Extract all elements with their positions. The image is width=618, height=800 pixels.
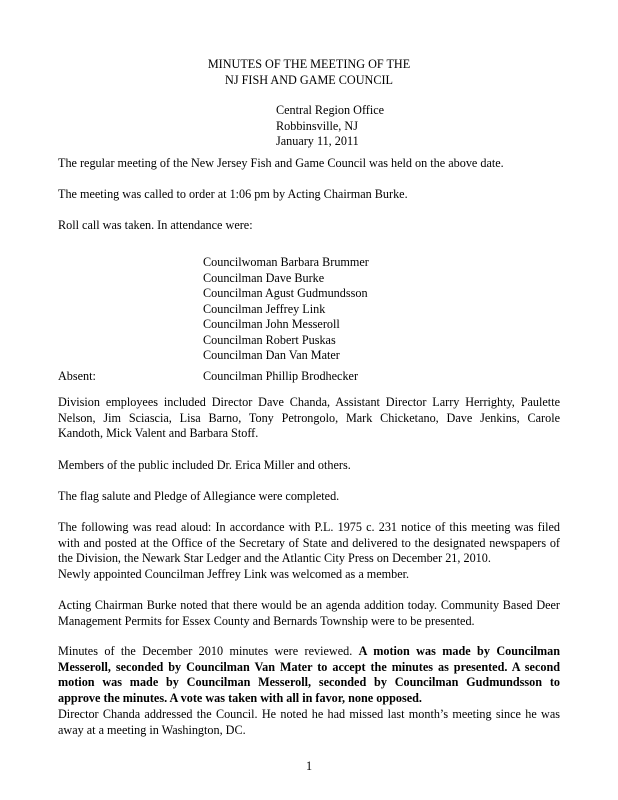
meeting-date: January 11, 2011 bbox=[276, 134, 359, 148]
attendee: Councilman John Messeroll bbox=[203, 317, 340, 331]
attendee: Councilwoman Barbara Brummer bbox=[203, 255, 369, 269]
paragraph-line: Acting Chairman Burke noted that there would be an agenda addition today. Community Based Deer bbox=[58, 598, 560, 612]
meeting-location: Central Region Office bbox=[276, 103, 385, 117]
absent-label: Absent: bbox=[58, 369, 96, 383]
attendee: Councilman Dan Van Mater bbox=[203, 348, 340, 362]
minutes-review-paragraph bbox=[58, 644, 560, 706]
agenda-paragraph bbox=[58, 598, 560, 629]
attendee: Councilman Robert Puskas bbox=[203, 332, 336, 347]
meeting-city: Robbinsville, NJ bbox=[276, 118, 358, 133]
paragraph-line bbox=[58, 644, 560, 660]
division-employees-paragraph bbox=[58, 395, 560, 442]
minutes-intro-text: Minutes of the December 2010 minutes were reviewed. bbox=[58, 644, 359, 658]
welcome-paragraph: Newly appointed Councilman Jeffrey Link was welcomed as a member. bbox=[58, 567, 410, 581]
paragraph-line bbox=[58, 675, 560, 691]
paragraph-line: with and posted at the Office of the Secretary of State and delivered to the designated newspapers of bbox=[58, 535, 560, 550]
attendee: Councilman Jeffrey Link bbox=[203, 301, 326, 316]
paragraph-line: Director Chanda addressed the Council. He noted he had missed last month’s meeting since he was bbox=[58, 707, 560, 721]
paragraph-line: Division employees included Director Dave Chanda, Assistant Director Larry Herrighty, Paulette bbox=[58, 395, 560, 409]
flag-salute-paragraph: The flag salute and Pledge of Allegiance were completed. bbox=[58, 489, 340, 503]
opening-paragraph: The regular meeting of the New Jersey Fish and Game Council was held on the above date. bbox=[58, 156, 504, 170]
motion-text: Messeroll, seconded by Councilman Van Mater to accept the minutes as presented. A second bbox=[58, 659, 560, 674]
paragraph-line: The following was read aloud: In accordance with P.L. 1975 c. 231 notice of this meeting was filed bbox=[58, 520, 560, 534]
paragraph-line bbox=[58, 691, 560, 707]
paragraph-line: Nelson, Jim Sciascia, Lisa Barno, Tony Petrongolo, Mark Chicketano, Dave Jenkins, Carole bbox=[58, 410, 560, 425]
attendance-list bbox=[203, 255, 369, 364]
roll-call-paragraph: Roll call was taken. In attendance were: bbox=[58, 218, 253, 232]
page-number: 1 bbox=[305, 759, 313, 773]
paragraph-line bbox=[58, 660, 560, 676]
attendee: Councilman Agust Gudmundsson bbox=[203, 286, 368, 300]
paragraph-line: the Division, the Newark Star Ledger and the Atlantic City Press on December 21, 2010. bbox=[58, 551, 491, 565]
public-paragraph: Members of the public included Dr. Erica Miller and others. bbox=[58, 458, 351, 472]
paragraph-line: Management Permits for Essex County and Bernards Township were to be presented. bbox=[58, 613, 475, 628]
title-line: MINUTES OF THE MEETING OF THE bbox=[207, 57, 411, 71]
paragraph-line: Kandoth, Mick Valent and Barbara Stoff. bbox=[58, 426, 259, 440]
notice-paragraph bbox=[58, 520, 560, 567]
title-line: NJ FISH AND GAME COUNCIL bbox=[225, 72, 393, 87]
motion-text: approve the minutes. A vote was taken with all in favor, none opposed. bbox=[58, 690, 422, 705]
document-title bbox=[0, 57, 618, 88]
absent-member: Councilman Phillip Brodhecker bbox=[203, 369, 359, 383]
attendee: Councilman Dave Burke bbox=[203, 270, 325, 285]
motion-text: motion was made by Councilman Messeroll, seconded by Councilman Gudmundsson to bbox=[58, 675, 560, 689]
paragraph-line: away at a meeting in Washington, DC. bbox=[58, 722, 246, 737]
motion-text: A motion was made by Councilman bbox=[358, 644, 560, 658]
meeting-location-block bbox=[276, 103, 384, 150]
call-to-order-paragraph: The meeting was called to order at 1:06 pm by Acting Chairman Burke. bbox=[58, 187, 408, 201]
director-paragraph bbox=[58, 707, 560, 738]
